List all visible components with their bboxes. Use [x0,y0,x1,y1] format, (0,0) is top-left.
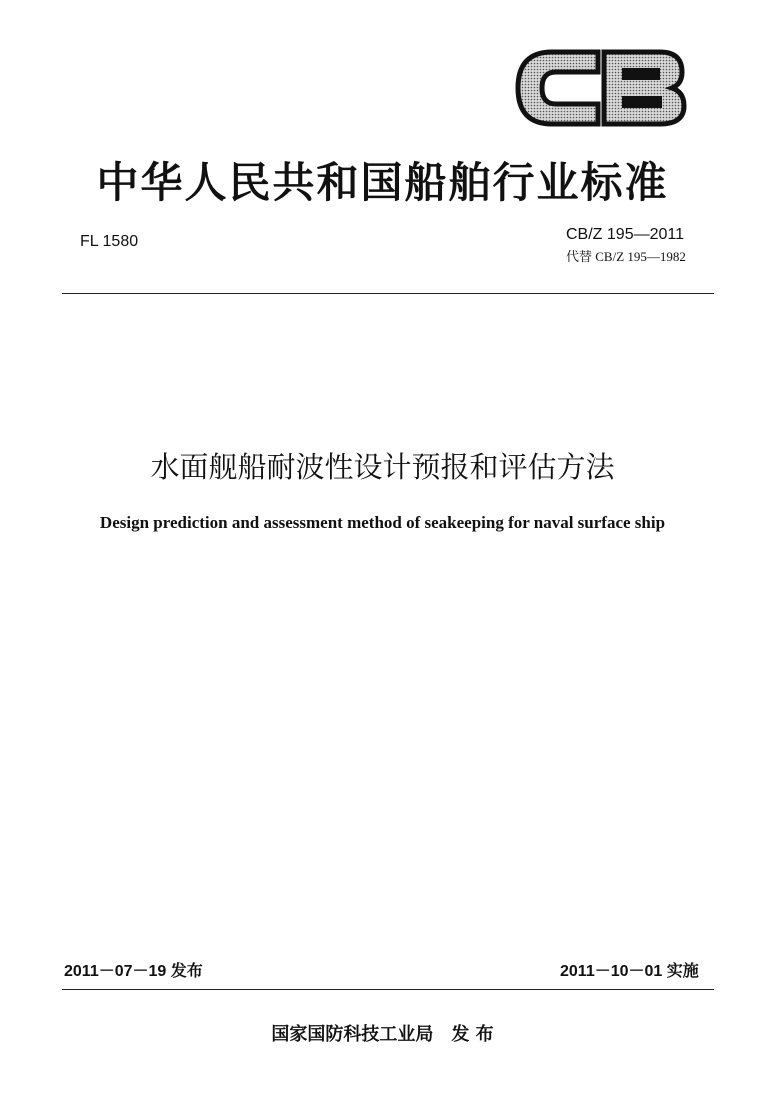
publisher-name: 国家国防科技工业局 [271,1024,434,1045]
bottom-divider [62,989,714,990]
publisher-suffix: 发 布 [451,1024,494,1045]
document-title-chinese: 水面舰船耐波性设计预报和评估方法 [150,450,615,484]
document-title-english: Design prediction and assessment method of seakeeping for naval surface ship [99,513,666,532]
classification-number: FL 1580 [80,233,139,250]
cb-logo [512,44,688,132]
effective-date: 2011－10－01 实施 [560,963,699,980]
publisher [0,1020,765,1046]
top-divider [62,293,714,294]
issue-date: 2011－07－19 发布 [64,963,203,980]
standard-title: 中华人民共和国船舶行业标准 [96,158,669,207]
standard-code: CB/Z 195—2011 [566,226,684,243]
replaces-standard: 代替 CB/Z 195—1982 [566,249,686,264]
